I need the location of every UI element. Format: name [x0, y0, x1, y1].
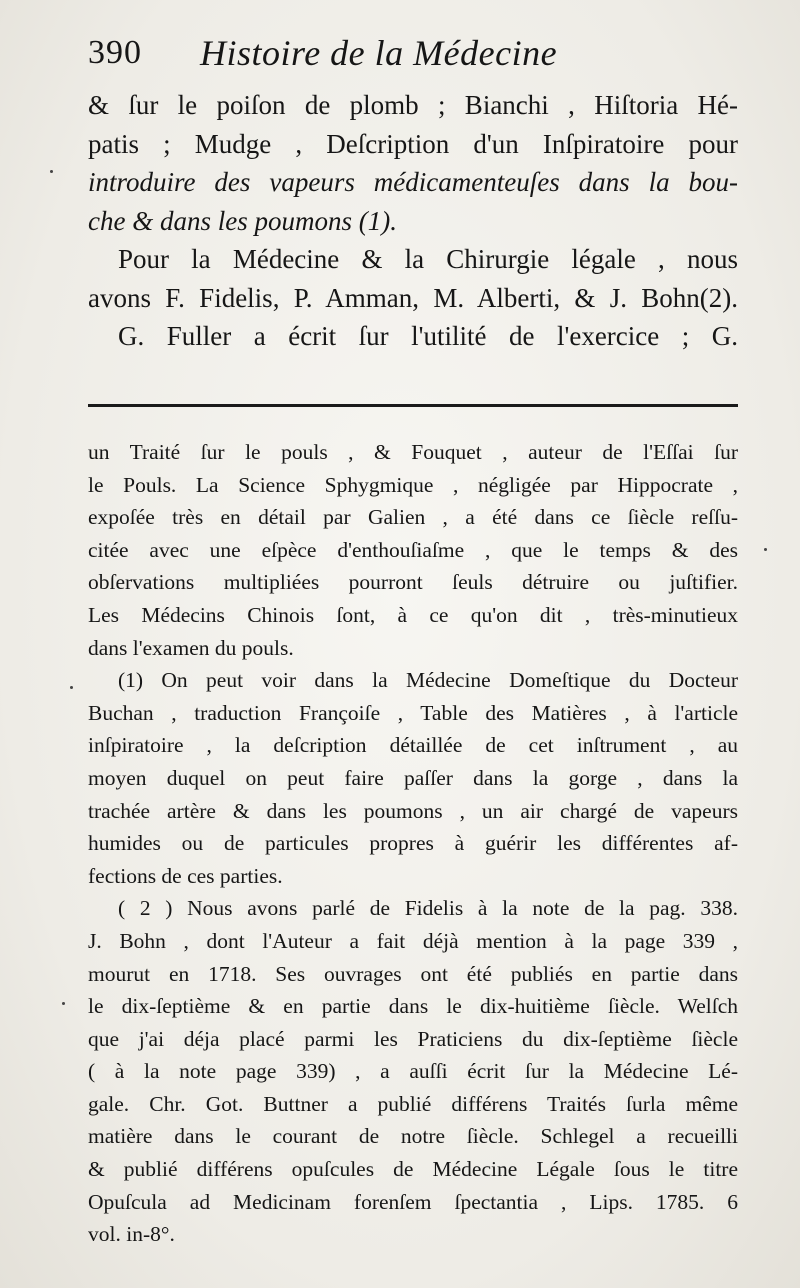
running-title: Histoire de la Médecine [200, 33, 558, 73]
print-speck [70, 686, 73, 689]
print-speck [50, 170, 53, 173]
footnote-line: citée avec une eſpèce d'enthouſiaſme , que le temps & des [88, 537, 738, 562]
footnote-line: J. Bohn , dont l'Auteur a fait déjà mention à la page 339 , [88, 928, 738, 953]
print-speck [764, 548, 767, 551]
main-line: G. Fuller a écrit ſur l'utilité de l'exercice ; G. [118, 321, 738, 351]
main-text-block [88, 86, 738, 356]
footnote-line: gale. Chr. Got. Buttner a publié différens Traités ſurla même [88, 1091, 738, 1116]
footnote-line: trachée artère & dans les poumons , un air chargé de vapeurs [88, 798, 738, 823]
main-line: Pour la Médecine & la Chirurgie légale , nous [118, 244, 738, 274]
footnote-line: vol. in-8°. [88, 1222, 175, 1247]
footnote-line: Les Médecins Chinois ſont, à ce qu'on dit , très-minutieux [88, 602, 738, 627]
footnote-continuation [88, 436, 738, 664]
footnote-line: Buchan , traduction Françoiſe , Table des Matières , à l'article [88, 700, 738, 725]
footnote-line: inſpiratoire , la deſcription détaillée de cet inſtrument , au [88, 733, 738, 758]
footnote-line: que j'ai déja placé parmi les Praticiens du dix-ſeptième ſiècle [88, 1026, 738, 1051]
page-header [88, 30, 748, 80]
main-line: avons F. Fidelis, P. Amman, M. Alberti, & J. Bohn(2). [88, 282, 738, 313]
main-line: che & dans les poumons (1). [88, 205, 397, 236]
footnote-line: fections de ces parties. [88, 863, 283, 888]
page-number: 390 [88, 34, 142, 71]
print-speck [62, 1002, 65, 1005]
main-line: introduire des vapeurs médicamenteuſes dans la bou- [88, 167, 738, 197]
footnote-line: humides ou de particules propres à guérir les différentes af- [88, 831, 738, 856]
footnote-line: (1) On peut voir dans la Médecine Domeſtique du Docteur [118, 668, 738, 693]
main-line: patis ; Mudge , Deſcription d'un Inſpiratoire pour [88, 128, 738, 159]
footnote-line: ( à la note page 339) , a auſſi écrit ſur la Médecine Lé- [88, 1059, 738, 1084]
footnote-1 [88, 664, 738, 892]
footnote-line: matière dans le courant de notre ſiècle. Schlegel a recueilli [88, 1124, 738, 1149]
footnote-line: moyen duquel on peut faire paſſer dans la gorge , dans la [88, 765, 738, 790]
footnotes-block [88, 436, 738, 1251]
footnote-2 [88, 892, 738, 1251]
main-line: & ſur le poiſon de plomb ; Bianchi , Hiſtoria Hé- [88, 90, 738, 120]
footnote-line: ( 2 ) Nous avons parlé de Fidelis à la note de la pag. 338. [118, 896, 738, 921]
footnote-line: obſervations multipliées pourront ſeuls détruire ou juſtifier. [88, 570, 738, 595]
footnote-line: Opuſcula ad Medicinam forenſem ſpectantia , Lips. 1785. 6 [88, 1189, 738, 1214]
footnote-line: expoſée très en détail par Galien , a été dans ce ſiècle reſſu- [88, 505, 738, 530]
footnote-line: le dix-ſeptième & en partie dans le dix-huitième ſiècle. Welſch [88, 994, 738, 1019]
footnote-separator-rule [88, 404, 738, 407]
footnote-line: le Pouls. La Science Sphygmique , négligée par Hippocrate , [88, 472, 738, 497]
footnote-line: dans l'examen du pouls. [88, 635, 294, 660]
footnote-line: un Traité ſur le pouls , & Fouquet , auteur de l'Eſſai ſur [88, 440, 738, 464]
footnote-line: mourut en 1718. Ses ouvrages ont été publiés en partie dans [88, 961, 738, 986]
footnote-line: & publié différens opuſcules de Médecine Légale ſous le titre [88, 1157, 738, 1182]
